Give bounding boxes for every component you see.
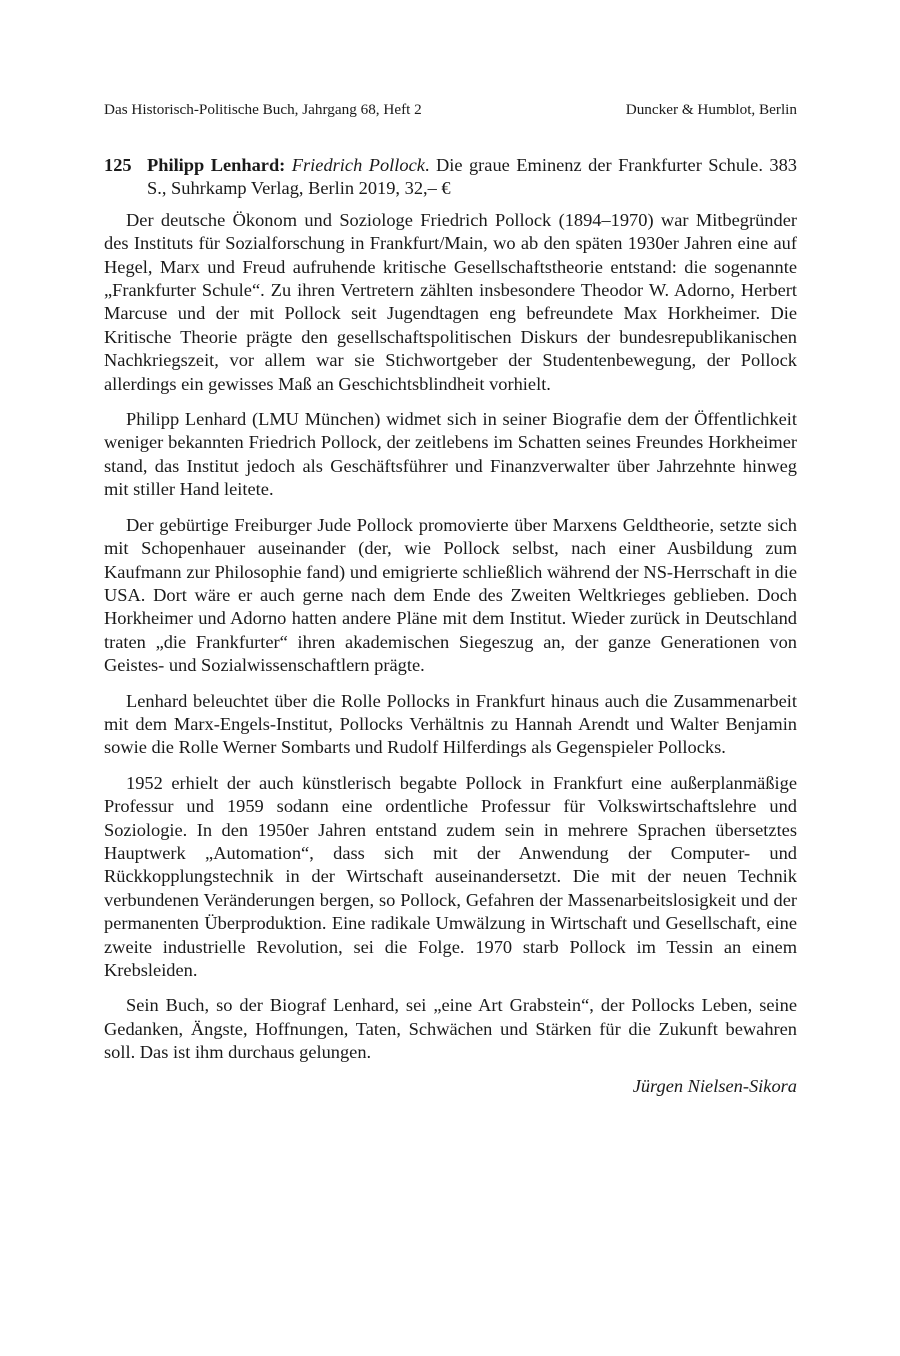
book-page — [104, 0, 797, 1356]
book-details: . Die graue Eminenz der Frankfurter Schule. 383 S., Suhrkamp Verlag, Berlin 2019, 32,– € — [147, 155, 797, 199]
review-paragraph-5: 1952 erhielt der auch künstlerisch begabte Pollock in Frankfurt eine außerplanmäßige Professur und 1959 sodann eine ordentliche Professur für Volkswirtschaftslehre und Soziologie. In den 1950er Jahren entstand zudem sein in mehrere Sprachen übersetztes Hauptwerk „Automation“, dass sich mit der Anwendung der Computer- und Rückkopplungstechnik in der Wirtschaft auseinandersetzt. Die mit der neuen Technik verbundenen Veränderungen bergen, so Pollock, Gefahren der Massenarbeitslosigkeit und der permanenten Überproduktion. Eine radikale Umwälzung in Wirtschaft und Gesellschaft, eine zweite industrielle Revolution, sei die Folge. 1970 starb Pollock im Tessin an einem Krebsleiden. — [104, 772, 797, 980]
bibliographic-heading — [104, 154, 797, 201]
book-title: Friedrich Pollock — [291, 155, 425, 175]
entry-number: 125 — [104, 155, 132, 175]
review-paragraph-4: Lenhard beleuchtet über die Rolle Pollocks in Frankfurt hinaus auch die Zusammenarbeit mit dem Marx-Engels-Institut, Pollocks Verhältnis zu Hannah Arendt und Walter Benjamin sowie die Rolle Werner Sombarts und Rudolf Hilferdings als Gegenspieler Pollocks. — [104, 690, 797, 758]
review-entry — [104, 154, 797, 1098]
running-head — [104, 100, 797, 120]
review-paragraph-1: Der deutsche Ökonom und Soziologe Friedrich Pollock (1894–1970) war Mitbegründer des Instituts für Sozialforschung in Frankfurt/Main, wo ab den späten 1930er Jahren eine auf Hegel, Marx und Freud aufruhende kritische Gesellschaftstheorie entstand: die sogenannte „Frankfurter Schule“. Zu ihren Vertretern zählten insbesondere Theodor W. Adorno, Herbert Marcuse und der mit Pollock seit Jugendtagen eng befreundete Max Horkheimer. Die Kritische Theorie prägte den gesellschaftspolitischen Diskurs der bundesrepublikanischen Nachkriegszeit, vor allem war sie Stichwortgeber der Studentenbewegung, der Pollock allerdings ein gewisses Maß an Geschichtsblindheit vorhielt. — [104, 209, 797, 394]
review-paragraph-2: Philipp Lenhard (LMU München) widmet sich in seiner Biografie dem der Öffentlichkeit weniger bekannten Friedrich Pollock, der zeitlebens im Schatten seines Freundes Horkheimer stand, das Institut jedoch als Geschäftsführer und Finanzverwalter über Jahrzehnte hinweg mit stiller Hand leitete. — [104, 409, 797, 500]
review-paragraph-3: Der gebürtige Freiburger Jude Pollock promovierte über Marxens Geldtheorie, setzte sich mit Schopenhauer auseinander (der, wie Pollock selbst, nach einer Ausbildung zum Kaufmann zur Philosophie fand) und emigrierte schließlich während der NS-Herrschaft in die USA. Dort wäre er auch gerne nach dem Ende des Zweiten Weltkrieges geblieben. Doch Horkheimer und Adorno hatten andere Pläne mit dem Institut. Wieder zurück in Deutschland traten „die Frankfurter“ ihren akademischen Siegeszug an, der ganze Generationen von Geistes- und Sozialwissenschaftlern prägte. — [104, 514, 797, 676]
review-paragraph-6: Sein Buch, so der Biograf Lenhard, sei „eine Art Grabstein“, der Pollocks Leben, seine Gedanken, Ängste, Hoffnungen, Taten, Schwächen und Stärken für die Zukunft bewahren soll. Das ist ihm durchaus gelungen. — [104, 995, 797, 1063]
book-author: Philipp Lenhard: — [147, 155, 286, 175]
publisher-name: Duncker & Humblot, Berlin — [625, 101, 797, 118]
reviewer-signature: Jürgen Nielsen-Sikora — [632, 1075, 797, 1096]
journal-title: Das Historisch-Politische Buch, Jahrgang 68, Heft 2 — [104, 101, 422, 118]
